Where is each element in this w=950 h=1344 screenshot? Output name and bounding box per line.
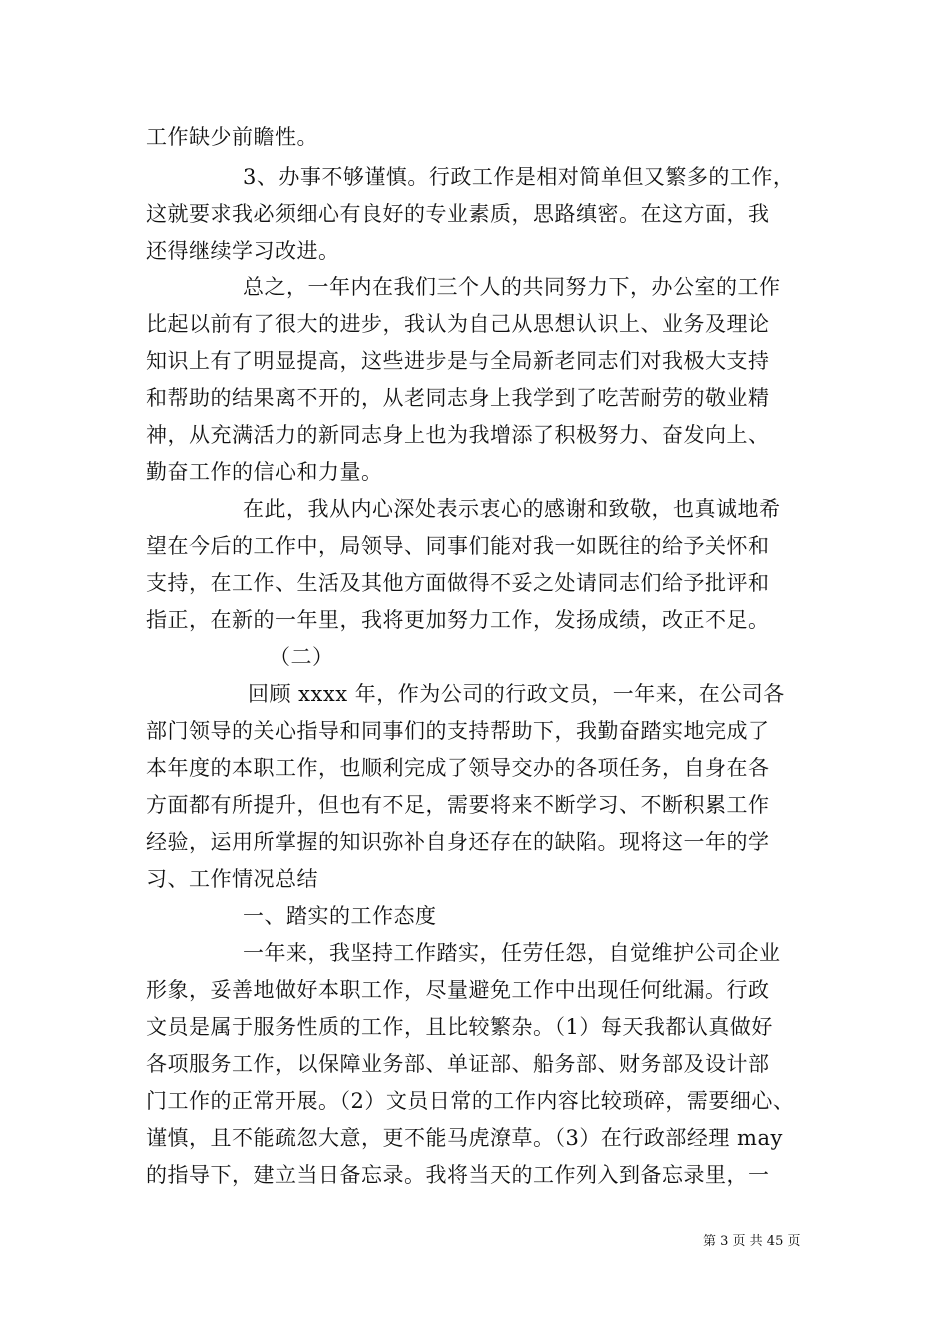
page-number-footer: 第 3 页 共 45 页 xyxy=(703,1234,801,1249)
text-line: 习、工作情况总结 xyxy=(146,867,318,891)
text-line: 部门领导的关心指导和同事们的支持帮助下，我勤奋踏实地完成了 xyxy=(146,719,770,743)
text-line: 谨慎，且不能疏忽大意，更不能马虎潦草。（3）在行政部经理 may xyxy=(146,1126,783,1150)
text-line: 知识上有了明显提高，这些进步是与全局新老同志们对我极大支持 xyxy=(146,349,770,373)
text-line: 比起以前有了很大的进步，我认为自己从思想认识上、业务及理论 xyxy=(146,312,770,336)
section-heading: （二） xyxy=(269,645,334,669)
text-line: 还得继续学习改进。 xyxy=(146,239,340,263)
text-line: 勤奋工作的信心和力量。 xyxy=(146,460,383,484)
text-line: 方面都有所提升，但也有不足，需要将来不断学习、不断积累工作 xyxy=(146,793,770,817)
text-line: 支持，在工作、生活及其他方面做得不妥之处请同志们给予批评和 xyxy=(146,571,770,595)
text-line: 这就要求我必须细心有良好的专业素质，思路缜密。在这方面，我 xyxy=(146,202,770,226)
text-line: 指正，在新的一年里，我将更加努力工作，发扬成绩，改正不足。 xyxy=(146,608,770,632)
text-line: 回顾 xxxx 年，作为公司的行政文员，一年来，在公司各 xyxy=(248,682,785,706)
text-line: 各项服务工作，以保障业务部、单证部、船务部、财务部及设计部 xyxy=(146,1052,770,1076)
text-line: 总之，一年内在我们三个人的共同努力下，办公室的工作 xyxy=(243,275,781,299)
text-line: 工作缺少前瞻性。 xyxy=(146,125,318,149)
text-line: 形象，妥善地做好本职工作，尽量避免工作中出现任何纰漏。行政 xyxy=(146,978,770,1002)
text-line: 望在今后的工作中，局领导、同事们能对我一如既往的给予关怀和 xyxy=(146,534,770,558)
text-line: 一年来，我坚持工作踏实，任劳任怨，自觉维护公司企业 xyxy=(243,941,781,965)
section-heading: 一、踏实的工作态度 xyxy=(243,904,437,928)
text-line: 门工作的正常开展。（2）文员日常的工作内容比较琐碎，需要细心、 xyxy=(146,1089,795,1113)
text-line: 的指导下，建立当日备忘录。我将当天的工作列入到备忘录里，一 xyxy=(146,1163,770,1187)
text-line: 文员是属于服务性质的工作，且比较繁杂。（1）每天我都认真做好 xyxy=(146,1015,773,1039)
text-line: 和帮助的结果离不开的，从老同志身上我学到了吃苦耐劳的敬业精 xyxy=(146,386,770,410)
text-line: 在此，我从内心深处表示衷心的感谢和致敬，也真诚地希 xyxy=(243,497,781,521)
text-line: 经验，运用所掌握的知识弥补自身还存在的缺陷。现将这一年的学 xyxy=(146,830,770,854)
text-line: 神，从充满活力的新同志身上也为我增添了积极努力、奋发向上、 xyxy=(146,423,770,447)
text-line: 本年度的本职工作，也顺利完成了领导交办的各项任务，自身在各 xyxy=(146,756,770,780)
text-line: 3、办事不够谨慎。行政工作是相对简单但又繁多的工作， xyxy=(243,165,795,189)
